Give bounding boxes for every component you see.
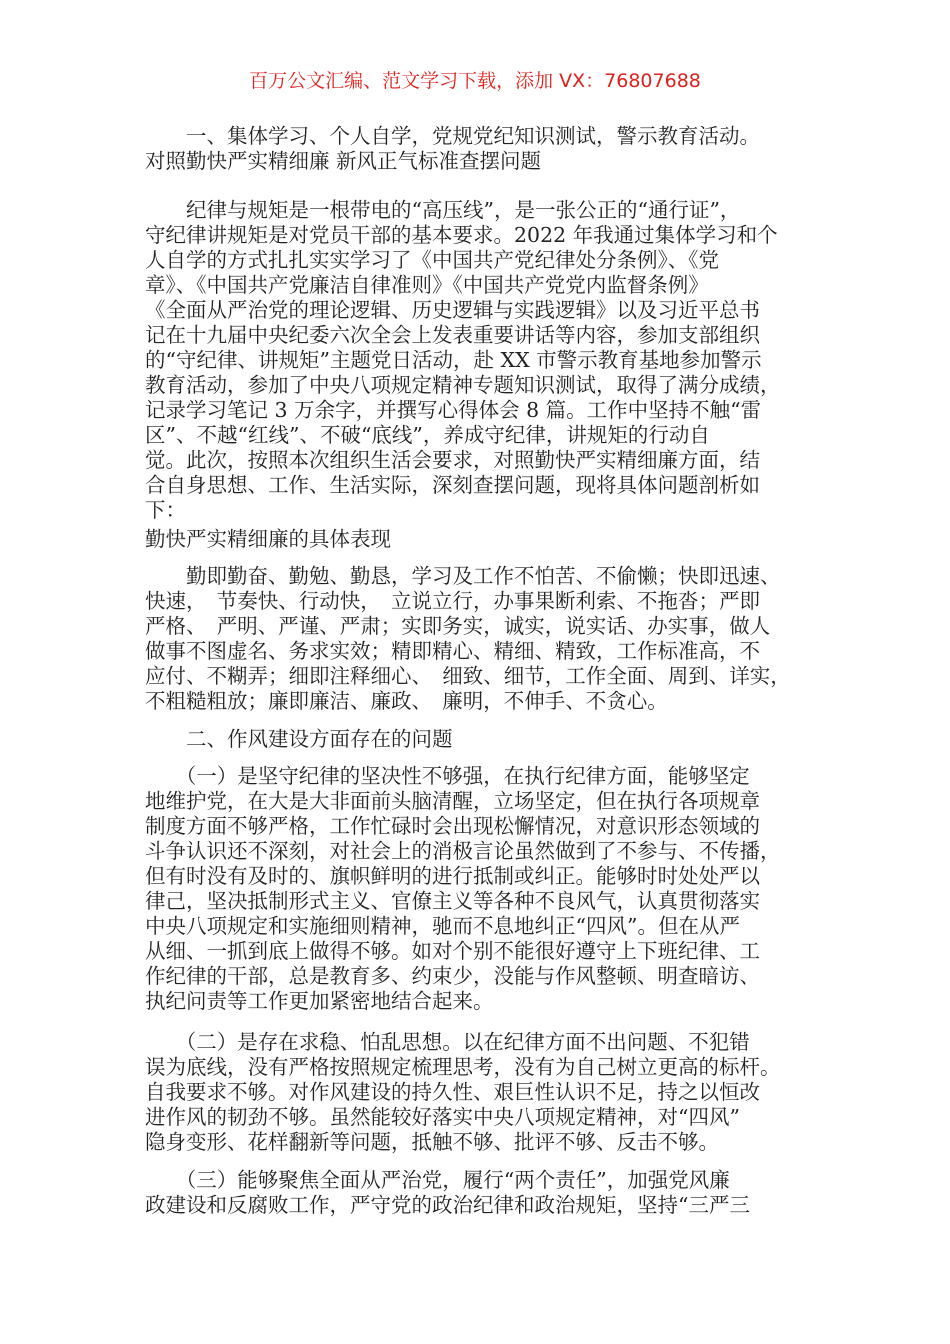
- text-line: 快速， 节奏快、行动快， 立说立行，办事果断利索、不拖沓；严即: [145, 589, 760, 613]
- text-line: 记录学习笔记 3 万余字，并撰写心得体会 8 篇。工作中坚持不触“雷: [145, 398, 762, 422]
- text-line: 纪律与规矩是一根带电的“高压线”，是一张公正的“通行证”，: [145, 198, 741, 222]
- text-line: 勤快严实精细廉的具体表现: [145, 527, 391, 551]
- text-line: 严格、 严明、严谨、严肃；实即务实，诚实，说实话、办实事，做人: [145, 614, 771, 638]
- text-line: 隐身变形、花样翻新等问题，抵触不够、批评不够、反击不够。: [145, 1130, 719, 1154]
- text-line: （三）能够聚焦全面从严治党，履行“两个责任”，加强党风廉: [145, 1168, 730, 1192]
- text-line: 但有时没有及时的、旗帜鲜明的进行抵制或纠正。能够时时处处严以: [145, 864, 760, 888]
- text-line: 自我要求不够。对作风建设的持久性、艰巨性认识不足，持之以恒改: [145, 1080, 760, 1104]
- text-line: 执纪问责等工作更加紧密地结合起来。: [145, 989, 494, 1013]
- text-line: 下：: [145, 498, 186, 522]
- text-line: 不粗糙粗放；廉即廉洁、廉政、 廉明，不伸手、不贪心。: [145, 689, 668, 713]
- paragraph-problem-3: [145, 1168, 825, 1218]
- text-line: 教育活动，参加了中央八项规定精神专题知识测试，取得了满分成绩，: [145, 373, 781, 397]
- text-line: 人自学的方式扎扎实实学习了《中国共产党纪律处分条例》、《党: [145, 248, 719, 272]
- text-line: 制度方面不够严格，工作忙碌时会出现松懈情况，对意识形态领域的: [145, 814, 760, 838]
- text-line: 区”、不越“红线”、不破“底线”，养成守纪律，讲规矩的行动自: [145, 423, 710, 447]
- paragraph-study: [145, 198, 825, 523]
- subheading-qualities: [145, 527, 825, 552]
- text-line: 《全面从严治党的理论逻辑、历史逻辑与实践逻辑》以及习近平总书: [145, 298, 760, 322]
- text-line: 二、作风建设方面存在的问题: [145, 727, 453, 751]
- paragraph-qualities: [145, 564, 825, 714]
- section-heading-1: [145, 124, 825, 174]
- text-line: 记在十九届中央纪委六次全会上发表重要讲话等内容，参加支部组织: [145, 323, 760, 347]
- text-line: 一、集体学习、个人自学，党规党纪知识测试，警示教育活动。: [145, 124, 760, 148]
- text-line: 对照勤快严实精细廉 新风正气标准查摆问题: [145, 149, 542, 173]
- text-line: 做事不图虚名、务求实效；精即精心、精细、精致，工作标准高，不: [145, 639, 760, 663]
- text-line: 地维护党，在大是大非面前头脑清醒，立场坚定，但在执行各项规章: [145, 789, 760, 813]
- text-line: 勤即勤奋、勤勉、勤恳，学习及工作不怕苦、不偷懒；快即迅速、: [145, 564, 781, 588]
- text-line: 的“守纪律、讲规矩”主题党日活动，赴 XX 市警示教育基地参加警示: [145, 348, 762, 372]
- text-line: 误为底线，没有严格按照规定梳理思考，没有为自己树立更高的标杆。: [145, 1055, 781, 1079]
- text-line: 斗争认识还不深刻，对社会上的消极言论虽然做到了不参与、不传播，: [145, 839, 781, 863]
- text-line: 律己，坚决抵制形式主义、官僚主义等各种不良风气，认真贯彻落实: [145, 889, 760, 913]
- text-line: 进作风的韧劲不够。虽然能较好落实中央八项规定精神，对“四风”: [145, 1105, 740, 1129]
- text-line: 章》、《中国共产党廉洁自律准则》《中国共产党党内监督条例》: [145, 273, 709, 297]
- text-line: 作纪律的干部，总是教育多、约束少，没能与作风整顿、明查暗访、: [145, 964, 760, 988]
- text-line: 觉。此次，按照本次组织生活会要求，对照勤快严实精细廉方面，结: [145, 448, 760, 472]
- text-line: 合自身思想、工作、生活实际，深刻查摆问题，现将具体问题剖析如: [145, 473, 760, 497]
- text-line: 守纪律讲规矩是对党员干部的基本要求。2022 年我通过集体学习和个: [145, 223, 778, 247]
- paragraph-problem-1: [145, 764, 825, 1014]
- text-line: （一）是坚守纪律的坚决性不够强，在执行纪律方面，能够坚定: [145, 764, 750, 788]
- text-line: 从细、一抓到底上做得不够。如对个别不能很好遵守上下班纪律、工: [145, 939, 760, 963]
- text-line: 中央八项规定和实施细则精神，驰而不息地纠正“四风”。但在从严: [145, 914, 740, 938]
- paragraph-problem-2: [145, 1030, 825, 1155]
- text-line: 应付、不糊弄；细即注释细心、 细致、细节，工作全面、周到、详实，: [145, 664, 791, 688]
- watermark-header: 百万公文汇编、范文学习下载，添加 VX：76807688: [249, 70, 701, 92]
- text-line: 政建设和反腐败工作，严守党的政治纪律和政治规矩，坚持“三严三: [145, 1193, 750, 1217]
- text-line: （二）是存在求稳、怕乱思想。以在纪律方面不出问题、不犯错: [145, 1030, 750, 1054]
- section-heading-2: [145, 727, 825, 752]
